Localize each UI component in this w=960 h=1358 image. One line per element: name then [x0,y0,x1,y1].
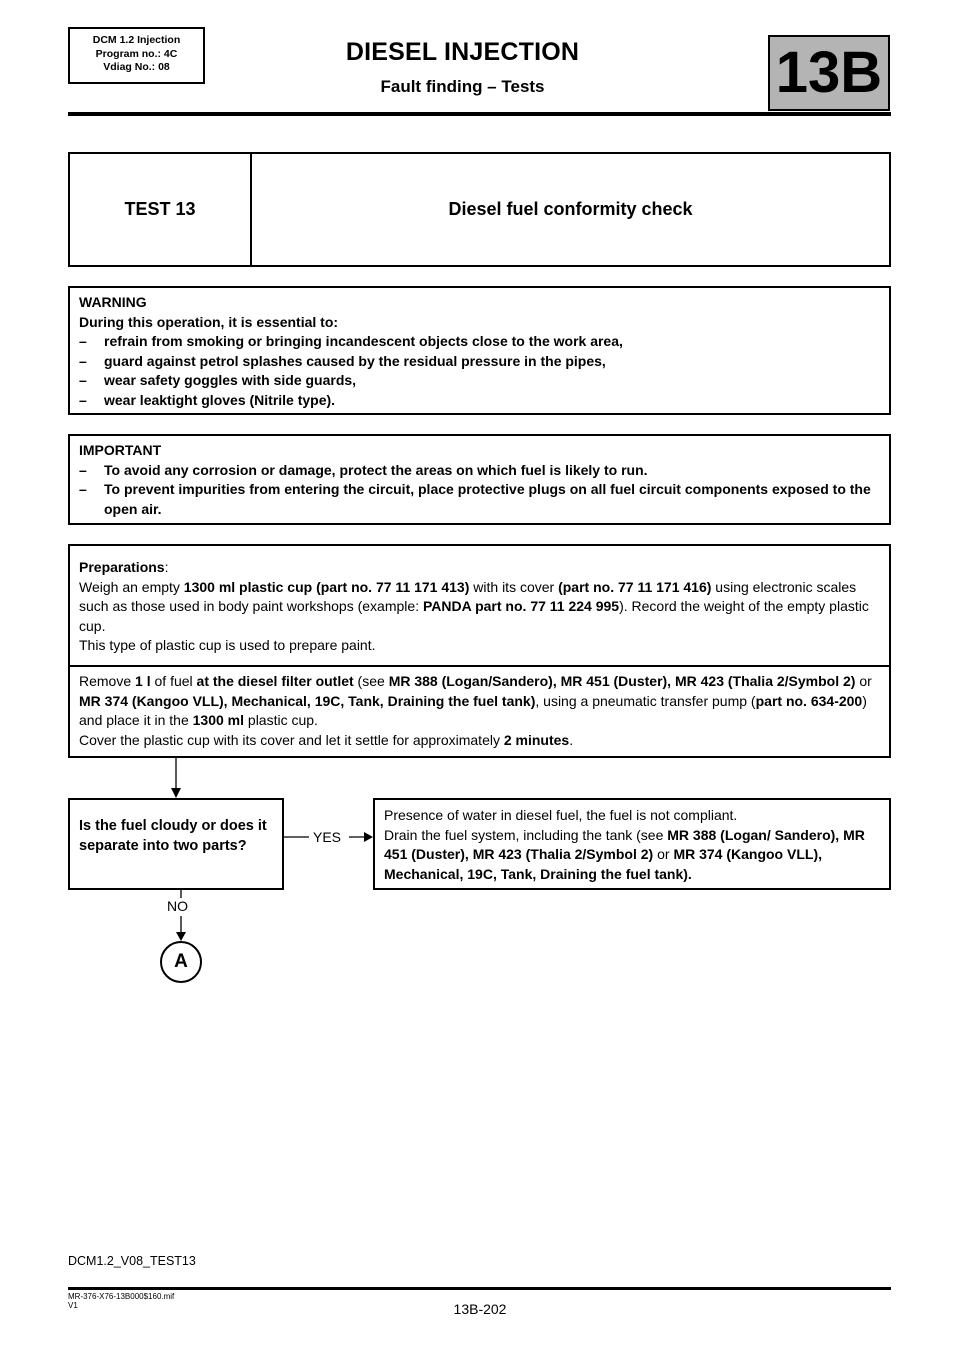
page-number: 13B-202 [453,1301,507,1317]
warning-intro: During this operation, it is essential to: [79,313,339,330]
yes-outcome-box [373,798,891,890]
dash-mark: – [79,391,87,408]
dash-mark: – [79,372,87,388]
important-item: – To avoid any corrosion or damage, protect the areas on which fuel is likely to run. [79,461,880,481]
footer-rule [68,1287,891,1290]
connector-a-circle: A [160,941,202,983]
arrow-down-icon [171,788,181,798]
preparations-text: Weigh an empty 1300 ml plastic cup (part no. 77 11 171 413) with its cover (part no. 77 11 171 416) using electronic scales such as those used in body paint workshops (example: PANDA part no. 77 11 224 995). Record the weight of the empty plastic cup. [79,578,869,634]
preparations-label: Preparations: [79,559,169,575]
outcome-diagnosis: Presence of water in diesel fuel, the fuel is not compliant. [384,807,738,823]
id-line-vdiag: Vdiag No.: 08 [103,61,170,73]
warning-item: – wear leaktight gloves (Nitrile type). [79,391,880,411]
outcome-action: Drain the fuel system, including the tank (see MR 388 (Logan/ Sandero), MR 451 (Duster), MR 423 (Thalia 2/Symbol 2) or MR 374 (Kangoo VLL), Mechanical, 19C, Tank, Draining the fuel tank). [384,826,865,882]
decision-question: Is the fuel cloudy or does it separate into two parts? [79,818,267,854]
dash-mark: – [79,461,87,478]
section-code-badge: 13B [768,35,890,111]
decision-question-box [68,798,284,890]
important-heading: IMPORTANT [79,442,162,458]
no-label: NO [167,898,188,914]
dash-mark: – [79,481,87,497]
test-title: Diesel fuel conformity check [448,199,693,219]
arrow-down-icon [176,932,186,941]
test-number: TEST 13 [124,199,196,219]
warning-item: – guard against petrol splashes caused by the residual pressure in the pipes, [79,352,880,372]
footer-file: MR-376-X76-13B000$160.mif [68,1292,175,1301]
warning-item: – wear safety goggles with side guards, [79,371,880,391]
remove-fuel-text: Remove 1 l of fuel at the diesel filter outlet (see MR 388 (Logan/Sandero), MR 451 (Duster), MR 423 (Thalia 2/Symbol 2) or MR 374 (Kangoo VLL), Mechanical, 19C, Tank, Draining the fuel tank), using a pneumatic transfer pump (part no. 634-200) and place it in the 1300 ml plastic cup. [79,673,872,728]
warning-heading: WARNING [79,294,147,310]
id-line-injection: DCM 1.2 Injection [92,34,181,46]
settle-instruction: Cover the plastic cup with its cover and let it settle for approximately 2 minutes. [79,731,574,748]
yes-label: YES [313,829,342,845]
footer-reference: DCM1.2_V08_TEST13 [68,1254,196,1268]
important-item: – To prevent impurities from entering the circuit, place protective plugs on all fuel circuit components exposed to the open air. [79,481,871,517]
footer-version: V1 [68,1301,78,1310]
arrow-right-icon [364,832,373,842]
page-title: DIESEL INJECTION [345,38,580,66]
dash-mark: – [79,333,87,349]
page-subtitle: Fault finding – Tests [380,77,545,96]
preparations-note: This type of plastic cup is used to prepare paint. [79,637,376,653]
dash-mark: – [79,352,87,369]
id-line-program: Program no.: 4C [95,47,178,60]
warning-item: – refrain from smoking or bringing incandescent objects close to the work area, [79,332,880,352]
